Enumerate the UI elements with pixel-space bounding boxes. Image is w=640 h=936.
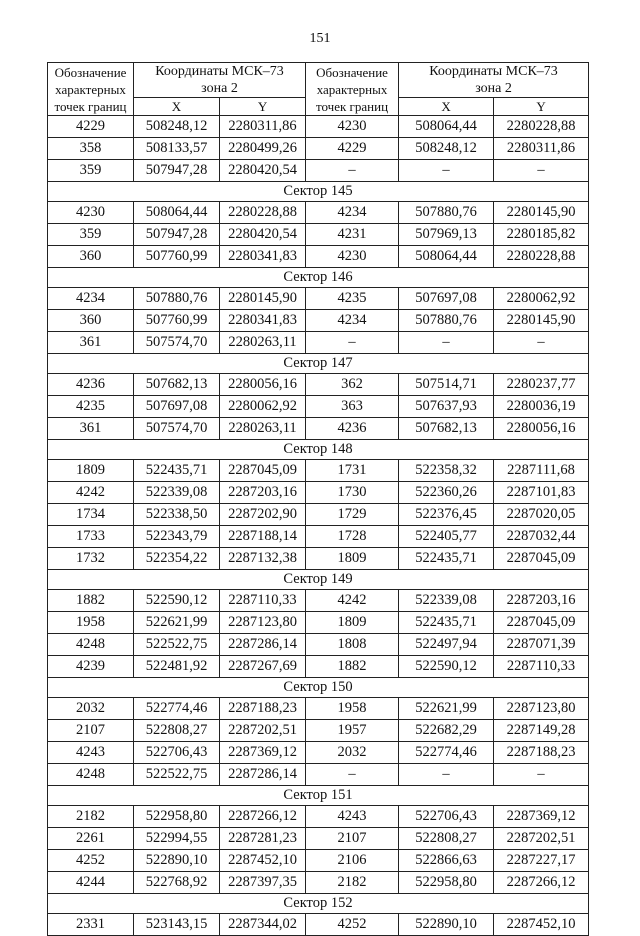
adjacent-point-id: 1958 [306, 698, 399, 720]
table-body [48, 116, 589, 936]
adjacent-y-coord: 2287110,33 [494, 656, 589, 678]
adjacent-point-id: – [306, 160, 399, 182]
adjacent-y-coord: – [494, 160, 589, 182]
header-coordinates-right [399, 63, 589, 98]
point-id: 4236 [48, 374, 134, 396]
table-row [48, 612, 589, 634]
y-coord: 2280499,26 [220, 138, 306, 160]
header-coordinates-left [134, 63, 306, 98]
adjacent-point-id: 2106 [306, 850, 399, 872]
table-row [48, 872, 589, 894]
header-designation-line: Обозначение [316, 64, 388, 80]
adjacent-point-id: 1808 [306, 634, 399, 656]
x-coord: 522706,43 [134, 742, 220, 764]
adjacent-y-coord: 2287045,09 [494, 548, 589, 570]
y-coord: 2280056,16 [220, 374, 306, 396]
x-coord: 508133,57 [134, 138, 220, 160]
adjacent-x-coord: 507637,93 [399, 396, 494, 418]
x-coord: 522481,92 [134, 656, 220, 678]
adjacent-point-id: 4252 [306, 914, 399, 936]
x-coord: 522621,99 [134, 612, 220, 634]
x-coord: 522435,71 [134, 460, 220, 482]
x-coord: 522339,08 [134, 482, 220, 504]
table-row [48, 332, 589, 354]
table-row [48, 764, 589, 786]
adjacent-x-coord: 522590,12 [399, 656, 494, 678]
y-coord: 2280263,11 [220, 418, 306, 440]
table-row [48, 396, 589, 418]
x-coord: 507947,28 [134, 160, 220, 182]
y-coord: 2287203,16 [220, 482, 306, 504]
point-id: 1809 [48, 460, 134, 482]
y-coord: 2287397,35 [220, 872, 306, 894]
adjacent-point-id: – [306, 332, 399, 354]
adjacent-x-coord: 522339,08 [399, 590, 494, 612]
adjacent-y-coord: 2280228,88 [494, 246, 589, 268]
point-id: 4230 [48, 202, 134, 224]
table-row [48, 116, 589, 138]
x-coord: 507697,08 [134, 396, 220, 418]
adjacent-point-id: 4234 [306, 202, 399, 224]
header-designation-line: характерных [316, 81, 388, 97]
point-id: 4239 [48, 656, 134, 678]
table-row [48, 310, 589, 332]
x-coord: 522768,92 [134, 872, 220, 894]
adjacent-y-coord: 2280056,16 [494, 418, 589, 440]
table-row [48, 202, 589, 224]
adjacent-x-coord: 522360,26 [399, 482, 494, 504]
y-coord: 2280311,86 [220, 116, 306, 138]
adjacent-point-id: 363 [306, 396, 399, 418]
x-coord: 522354,22 [134, 548, 220, 570]
table-row [48, 828, 589, 850]
table-row [48, 656, 589, 678]
y-coord: 2287344,02 [220, 914, 306, 936]
sector-label: Сектор 146 [48, 268, 589, 288]
point-id: 4243 [48, 742, 134, 764]
table-row [48, 246, 589, 268]
sector-label: Сектор 150 [48, 678, 589, 698]
x-coord: 522522,75 [134, 634, 220, 656]
adjacent-y-coord: 2280237,77 [494, 374, 589, 396]
y-coord: 2287266,12 [220, 806, 306, 828]
sector-row [48, 894, 589, 914]
y-coord: 2280228,88 [220, 202, 306, 224]
sector-label: Сектор 147 [48, 354, 589, 374]
y-coord: 2280420,54 [220, 160, 306, 182]
adjacent-point-id: – [306, 764, 399, 786]
y-coord: 2287188,23 [220, 698, 306, 720]
header-coordinates-line: Координаты МСК–73 [429, 64, 558, 79]
point-id: 1734 [48, 504, 134, 526]
adjacent-x-coord: – [399, 332, 494, 354]
x-coord: 507947,28 [134, 224, 220, 246]
adjacent-x-coord: 522435,71 [399, 612, 494, 634]
adjacent-x-coord: 522682,29 [399, 720, 494, 742]
header-y-left: Y [220, 98, 306, 116]
adjacent-point-id: 362 [306, 374, 399, 396]
y-coord: 2287132,38 [220, 548, 306, 570]
sector-label: Сектор 152 [48, 894, 589, 914]
y-coord: 2287286,14 [220, 634, 306, 656]
adjacent-x-coord: 507682,13 [399, 418, 494, 440]
adjacent-point-id: 1731 [306, 460, 399, 482]
point-id: 2331 [48, 914, 134, 936]
adjacent-y-coord: 2287202,51 [494, 828, 589, 850]
point-id: 1733 [48, 526, 134, 548]
point-id: 360 [48, 246, 134, 268]
x-coord: 508064,44 [134, 202, 220, 224]
adjacent-point-id: 4243 [306, 806, 399, 828]
adjacent-y-coord: 2287071,39 [494, 634, 589, 656]
adjacent-x-coord: 522358,32 [399, 460, 494, 482]
adjacent-y-coord: 2287266,12 [494, 872, 589, 894]
sector-label: Сектор 145 [48, 182, 589, 202]
adjacent-y-coord: 2287123,80 [494, 698, 589, 720]
adjacent-point-id: 4235 [306, 288, 399, 310]
table-row [48, 720, 589, 742]
point-id: 1882 [48, 590, 134, 612]
adjacent-x-coord: 522621,99 [399, 698, 494, 720]
y-coord: 2287286,14 [220, 764, 306, 786]
point-id: 1958 [48, 612, 134, 634]
adjacent-point-id: 4234 [306, 310, 399, 332]
x-coord: 523143,15 [134, 914, 220, 936]
adjacent-x-coord: 522435,71 [399, 548, 494, 570]
sector-row [48, 786, 589, 806]
adjacent-x-coord: 522706,43 [399, 806, 494, 828]
adjacent-y-coord: 2287111,68 [494, 460, 589, 482]
adjacent-point-id: 4231 [306, 224, 399, 246]
adjacent-point-id: 2107 [306, 828, 399, 850]
adjacent-x-coord: 522405,77 [399, 526, 494, 548]
point-id: 4229 [48, 116, 134, 138]
table-row [48, 160, 589, 182]
adjacent-point-id: 1882 [306, 656, 399, 678]
adjacent-y-coord: 2287149,28 [494, 720, 589, 742]
x-coord: 508248,12 [134, 116, 220, 138]
y-coord: 2287452,10 [220, 850, 306, 872]
adjacent-x-coord: 522890,10 [399, 914, 494, 936]
table-row [48, 742, 589, 764]
adjacent-y-coord: 2280311,86 [494, 138, 589, 160]
table-row [48, 526, 589, 548]
x-coord: 522774,46 [134, 698, 220, 720]
adjacent-y-coord: – [494, 332, 589, 354]
x-coord: 522590,12 [134, 590, 220, 612]
x-coord: 507682,13 [134, 374, 220, 396]
y-coord: 2287045,09 [220, 460, 306, 482]
y-coord: 2280145,90 [220, 288, 306, 310]
y-coord: 2280341,83 [220, 310, 306, 332]
x-coord: 522958,80 [134, 806, 220, 828]
adjacent-y-coord: 2280036,19 [494, 396, 589, 418]
header-coordinates-line: Координаты МСК–73 [155, 64, 284, 79]
x-coord: 522343,79 [134, 526, 220, 548]
header-designation-line: характерных [55, 81, 126, 97]
x-coord: 522338,50 [134, 504, 220, 526]
y-coord: 2280263,11 [220, 332, 306, 354]
table-row [48, 806, 589, 828]
x-coord: 522994,55 [134, 828, 220, 850]
x-coord: 507760,99 [134, 310, 220, 332]
adjacent-x-coord: 507880,76 [399, 310, 494, 332]
y-coord: 2287281,23 [220, 828, 306, 850]
adjacent-y-coord: 2287188,23 [494, 742, 589, 764]
x-coord: 507574,70 [134, 332, 220, 354]
point-id: 2032 [48, 698, 134, 720]
y-coord: 2287110,33 [220, 590, 306, 612]
table-row [48, 548, 589, 570]
header-designation-line: Обозначение [54, 64, 127, 80]
y-coord: 2287188,14 [220, 526, 306, 548]
sector-row [48, 440, 589, 460]
adjacent-point-id: 4229 [306, 138, 399, 160]
x-coord: 522808,27 [134, 720, 220, 742]
sector-row [48, 354, 589, 374]
adjacent-y-coord: 2280062,92 [494, 288, 589, 310]
header-designation-line: точек границ [316, 98, 389, 114]
sector-row [48, 570, 589, 590]
y-coord: 2287202,51 [220, 720, 306, 742]
adjacent-point-id: 4236 [306, 418, 399, 440]
header-designation-right [306, 63, 399, 116]
header-coordinates-line: зона 2 [201, 81, 238, 96]
header-y-right: Y [494, 98, 589, 116]
x-coord: 507574,70 [134, 418, 220, 440]
adjacent-y-coord: 2287227,17 [494, 850, 589, 872]
table-row [48, 224, 589, 246]
table-row [48, 288, 589, 310]
adjacent-point-id: 2032 [306, 742, 399, 764]
sector-label: Сектор 151 [48, 786, 589, 806]
adjacent-x-coord: 507697,08 [399, 288, 494, 310]
x-coord: 507880,76 [134, 288, 220, 310]
x-coord: 522522,75 [134, 764, 220, 786]
adjacent-y-coord: – [494, 764, 589, 786]
y-coord: 2287123,80 [220, 612, 306, 634]
table-row [48, 590, 589, 612]
adjacent-x-coord: 507880,76 [399, 202, 494, 224]
header-x-left: X [134, 98, 220, 116]
adjacent-x-coord: – [399, 764, 494, 786]
sector-row [48, 182, 589, 202]
adjacent-y-coord: 2287369,12 [494, 806, 589, 828]
adjacent-point-id: 4230 [306, 116, 399, 138]
point-id: 2261 [48, 828, 134, 850]
header-designation-left [48, 63, 134, 116]
point-id: 358 [48, 138, 134, 160]
y-coord: 2280420,54 [220, 224, 306, 246]
point-id: 1732 [48, 548, 134, 570]
header-coordinates-line: зона 2 [475, 81, 512, 96]
adjacent-point-id: 1728 [306, 526, 399, 548]
adjacent-y-coord: 2280145,90 [494, 202, 589, 224]
adjacent-x-coord: 522958,80 [399, 872, 494, 894]
point-id: 361 [48, 332, 134, 354]
point-id: 359 [48, 160, 134, 182]
point-id: 4244 [48, 872, 134, 894]
x-coord: 522890,10 [134, 850, 220, 872]
adjacent-y-coord: 2280145,90 [494, 310, 589, 332]
table-row [48, 914, 589, 936]
point-id: 4234 [48, 288, 134, 310]
adjacent-point-id: 1809 [306, 612, 399, 634]
adjacent-point-id: 1957 [306, 720, 399, 742]
y-coord: 2287267,69 [220, 656, 306, 678]
adjacent-x-coord: 522774,46 [399, 742, 494, 764]
adjacent-y-coord: 2287452,10 [494, 914, 589, 936]
adjacent-x-coord: 522808,27 [399, 828, 494, 850]
adjacent-point-id: 1729 [306, 504, 399, 526]
adjacent-point-id: 4230 [306, 246, 399, 268]
point-id: 361 [48, 418, 134, 440]
point-id: 2107 [48, 720, 134, 742]
sector-label: Сектор 149 [48, 570, 589, 590]
adjacent-x-coord: 508064,44 [399, 116, 494, 138]
adjacent-point-id: 1809 [306, 548, 399, 570]
adjacent-y-coord: 2287045,09 [494, 612, 589, 634]
y-coord: 2287202,90 [220, 504, 306, 526]
adjacent-x-coord: 522866,63 [399, 850, 494, 872]
adjacent-x-coord: – [399, 160, 494, 182]
table-row [48, 698, 589, 720]
table-row [48, 850, 589, 872]
adjacent-y-coord: 2287020,05 [494, 504, 589, 526]
table-row [48, 374, 589, 396]
adjacent-x-coord: 522376,45 [399, 504, 494, 526]
table-row [48, 418, 589, 440]
point-id: 360 [48, 310, 134, 332]
y-coord: 2280341,83 [220, 246, 306, 268]
point-id: 359 [48, 224, 134, 246]
adjacent-y-coord: 2280185,82 [494, 224, 589, 246]
table-row [48, 138, 589, 160]
y-coord: 2280062,92 [220, 396, 306, 418]
adjacent-y-coord: 2280228,88 [494, 116, 589, 138]
adjacent-point-id: 2182 [306, 872, 399, 894]
adjacent-y-coord: 2287101,83 [494, 482, 589, 504]
adjacent-point-id: 4242 [306, 590, 399, 612]
header-designation-line: точек границ [54, 98, 127, 114]
table-row [48, 634, 589, 656]
sector-row [48, 268, 589, 288]
coordinates-table [47, 62, 589, 936]
adjacent-x-coord: 508248,12 [399, 138, 494, 160]
sector-label: Сектор 148 [48, 440, 589, 460]
adjacent-y-coord: 2287203,16 [494, 590, 589, 612]
x-coord: 507760,99 [134, 246, 220, 268]
point-id: 4252 [48, 850, 134, 872]
header-x-right: X [399, 98, 494, 116]
y-coord: 2287369,12 [220, 742, 306, 764]
point-id: 4248 [48, 764, 134, 786]
point-id: 4242 [48, 482, 134, 504]
point-id: 2182 [48, 806, 134, 828]
adjacent-x-coord: 508064,44 [399, 246, 494, 268]
adjacent-x-coord: 522497,94 [399, 634, 494, 656]
page-number: 151 [309, 31, 331, 46]
sector-row [48, 678, 589, 698]
adjacent-x-coord: 507969,13 [399, 224, 494, 246]
adjacent-y-coord: 2287032,44 [494, 526, 589, 548]
adjacent-point-id: 1730 [306, 482, 399, 504]
table-row [48, 482, 589, 504]
table-row [48, 504, 589, 526]
adjacent-x-coord: 507514,71 [399, 374, 494, 396]
point-id: 4235 [48, 396, 134, 418]
point-id: 4248 [48, 634, 134, 656]
table-row [48, 460, 589, 482]
